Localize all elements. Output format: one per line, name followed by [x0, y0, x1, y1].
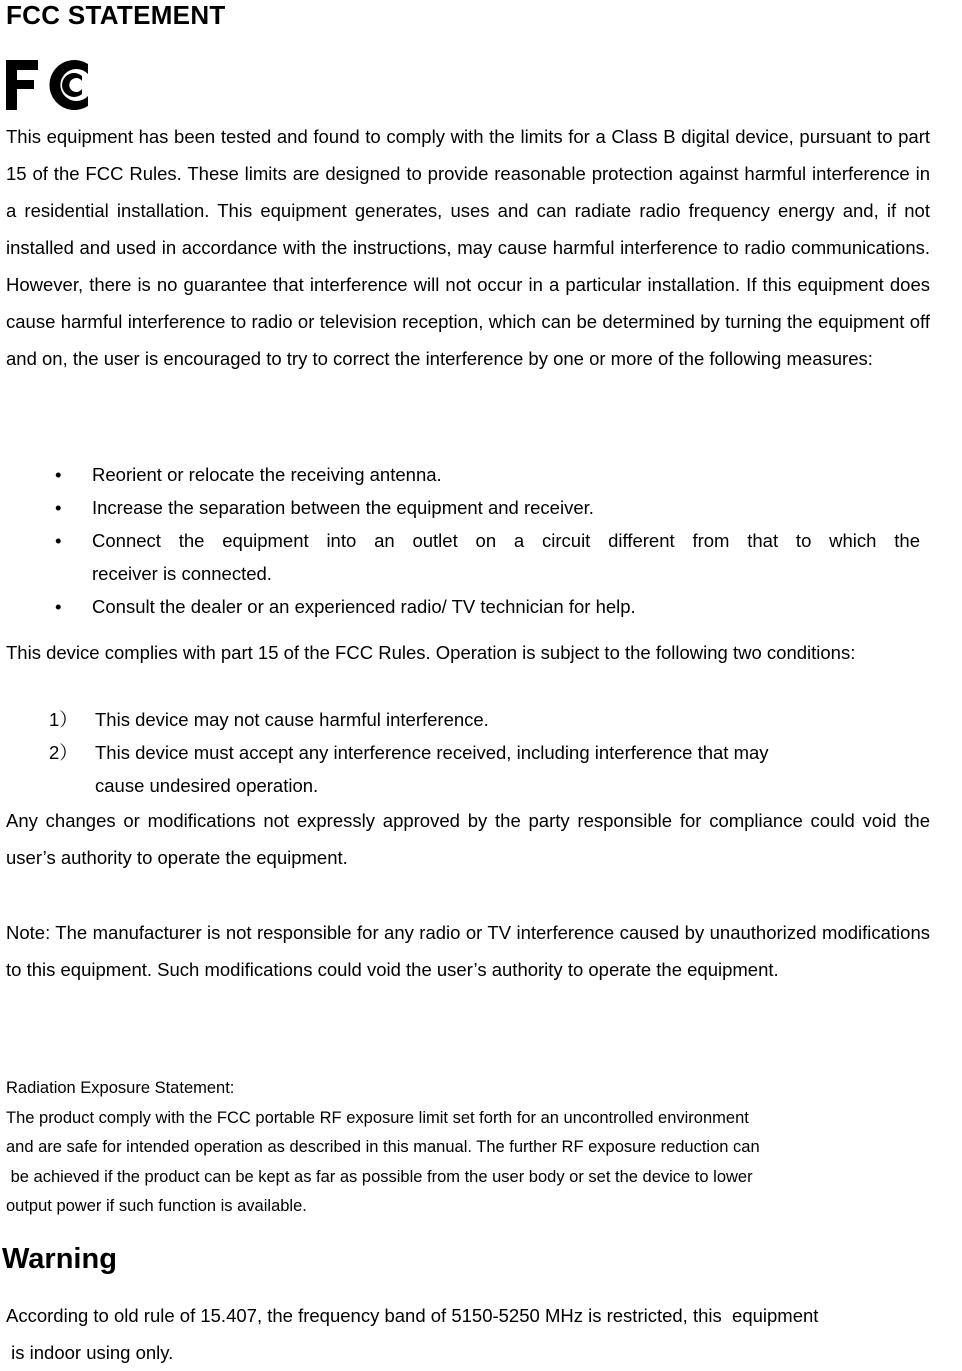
radiation-statement: [6, 1074, 956, 1222]
radiation-line: output power if such function is available.: [6, 1197, 307, 1215]
bullet-icon: •: [55, 464, 62, 485]
compliance-paragraph: This device complies with part 15 of the FCC Rules. Operation is subject to the following two conditions:: [6, 642, 856, 663]
page-title: FCC STATEMENT: [6, 0, 226, 30]
radiation-heading: Radiation Exposure Statement:: [6, 1079, 235, 1097]
list-item: 1） This device may not cause harmful interference.: [0, 703, 930, 736]
list-item: • Reorient or relocate the receiving antenna.: [0, 458, 920, 491]
list-item: • Consult the dealer or an experienced radio/ TV technician for help.: [0, 590, 920, 623]
changes-paragraph: Any changes or modifications not expressly approved by the party responsible for compliance could void the user’s authority to operate the equipment.: [6, 810, 930, 868]
list-item: • Connect the equipment into an outlet on a circuit different from that to which the receiver is connected.: [0, 524, 920, 590]
fcc-logo: [4, 56, 90, 114]
warning-heading: Warning: [2, 1243, 117, 1275]
note-paragraph: Note: The manufacturer is not responsible for any radio or TV interference caused by unauthorized modifications to this equipment. Such modifications could void the user’s authority to operate the equipment.: [6, 922, 930, 980]
radiation-line: and are safe for intended operation as described in this manual. The further RF exposure reduction can: [6, 1138, 760, 1156]
conditions-list: [0, 703, 930, 802]
warning-text: According to old rule of 15.407, the frequency band of 5150-5250 MHz is restricted, this equipment is indoor using only.: [6, 1305, 819, 1363]
radiation-line: The product comply with the FCC portable RF exposure limit set forth for an uncontrolled environment: [6, 1108, 749, 1127]
bullet-icon: •: [55, 530, 62, 551]
bullet-icon: •: [55, 596, 62, 617]
list-item: • Increase the separation between the equipment and receiver.: [0, 491, 920, 524]
bullet-icon: •: [55, 497, 62, 518]
list-item: 2） This device must accept any interference received, including interference that may cause undesired operation.: [0, 736, 930, 802]
list-number: 1）: [49, 709, 78, 730]
measures-list: [0, 458, 930, 623]
intro-paragraph: This equipment has been tested and found to comply with the limits for a Class B digital device, pursuant to part 15 of the FCC Rules. These limits are designed to provide reasonable protection against harmful interference in a residential installation. This equipment generates, uses and can radiate radio frequency energy and, if not installed and used in accordance with the instructions, may cause harmful interference to radio communications. However, there is no guarantee that interference will not occur in a particular installation. If this equipment does cause harmful interference to radio or television reception, which can be determined by turning the equipment off and on, the user is encouraged to try to correct the interference by one or more of the following measures:: [6, 126, 930, 369]
radiation-line: be achieved if the product can be kept as far as possible from the user body or set the device to lower: [6, 1167, 753, 1186]
list-number: 2）: [49, 742, 78, 763]
